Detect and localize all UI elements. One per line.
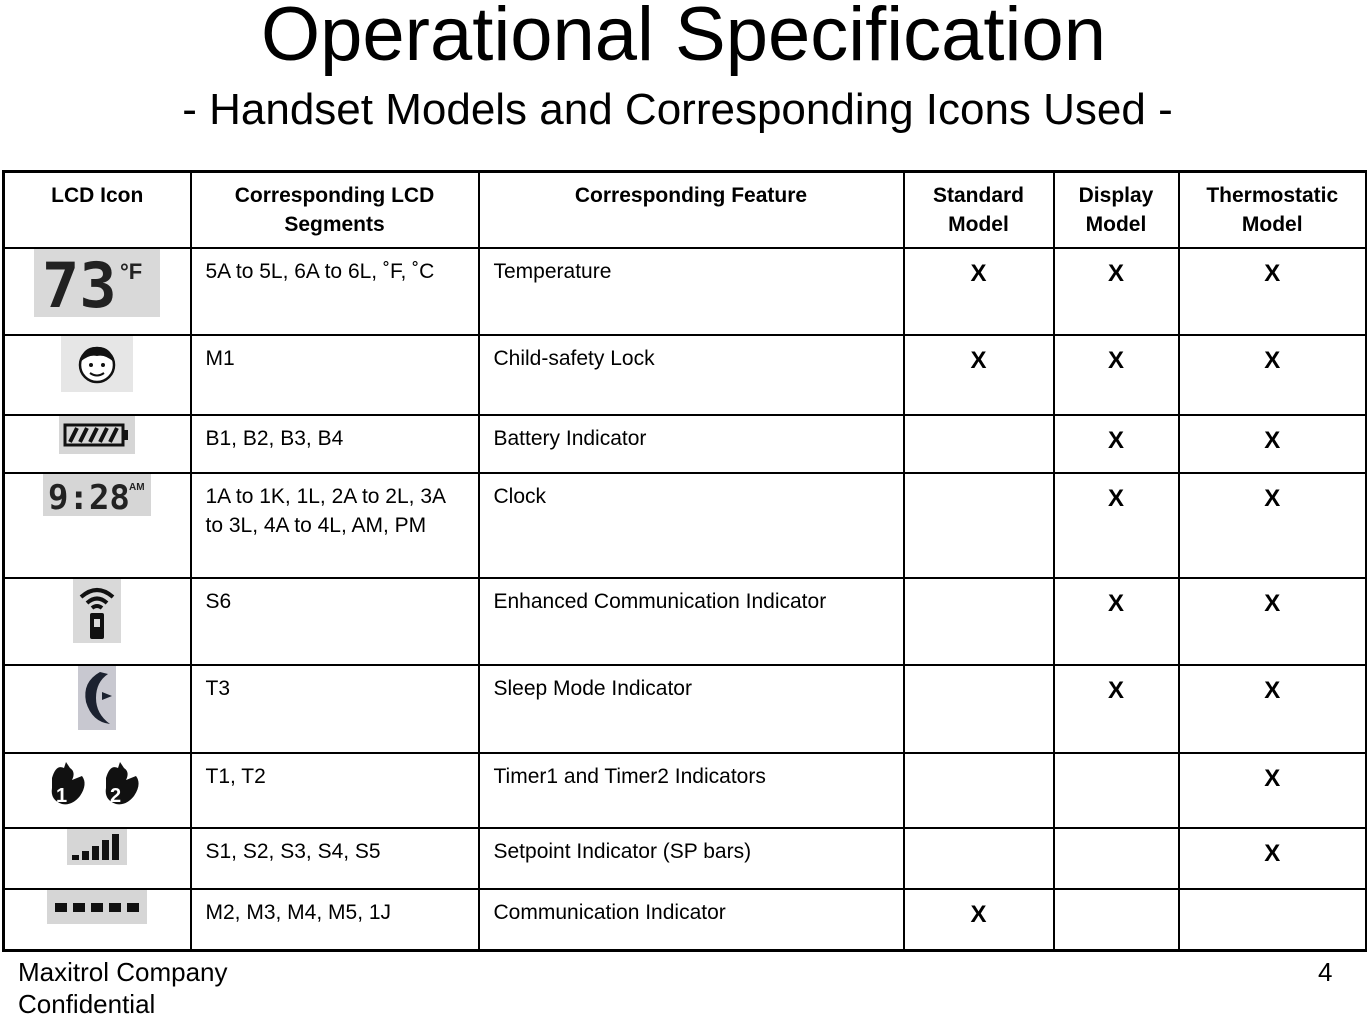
table-row [4,335,1367,415]
wireless-signal-icon [73,579,121,643]
table-row [4,248,1367,335]
row-segments: S1, S2, S3, S4, S5 [191,828,479,889]
page-title: Operational Specification [261,0,1106,77]
page-number: 4 [1318,957,1333,987]
row-segments: M1 [191,335,479,415]
svg-text:1: 1 [56,784,68,807]
row-icon-cell [4,473,191,578]
row-display: X [1054,665,1179,753]
row-feature: Communication Indicator [479,889,904,951]
child-face-icon [61,336,133,392]
row-segments: 1A to 1K, 1L, 2A to 2L, 3A to 3L, 4A to 4L, AM, PM [191,473,479,578]
row-icon-cell [4,828,191,889]
row-icon-cell [4,753,191,828]
svg-text:73: 73 [42,248,117,317]
temperature-73f-icon [34,249,160,317]
row-segments: T1, T2 [191,753,479,828]
row-icon-cell [4,335,191,415]
rooster-timer-icon [42,754,152,812]
communication-dots-icon [47,890,147,924]
row-thermostatic: X [1179,335,1367,415]
header-feature: Corresponding Feature [479,172,904,248]
row-thermostatic: X [1179,415,1367,473]
row-standard: X [904,335,1054,415]
row-segments: B1, B2, B3, B4 [191,415,479,473]
row-display: X [1054,335,1179,415]
row-feature: Sleep Mode Indicator [479,665,904,753]
header-segments: Corresponding LCD Segments [191,172,479,248]
page-subtitle: - Handset Models and Corresponding Icons Used - [182,85,1173,134]
row-thermostatic: X [1179,828,1367,889]
row-feature: Setpoint Indicator (SP bars) [479,828,904,889]
row-display: X [1054,248,1179,335]
table-row [4,578,1367,665]
row-feature: Child-safety Lock [479,335,904,415]
spec-table [2,170,1367,952]
row-feature: Clock [479,473,904,578]
header-standard: Standard Model [904,172,1054,248]
row-standard [904,665,1054,753]
row-segments: M2, M3, M4, M5, 1J [191,889,479,951]
row-standard [904,753,1054,828]
svg-text:2: 2 [110,784,122,807]
footer-company-block [18,956,228,1020]
table-row [4,473,1367,578]
row-thermostatic: X [1179,665,1367,753]
row-segments: 5A to 5L, 6A to 6L, ˚F, ˚C [191,248,479,335]
row-segments: S6 [191,578,479,665]
row-standard: X [904,248,1054,335]
row-thermostatic [1179,889,1367,951]
row-standard [904,473,1054,578]
table-row [4,828,1367,889]
row-display [1054,828,1179,889]
row-segments: T3 [191,665,479,753]
table-header-row [4,172,1367,248]
row-icon-cell [4,415,191,473]
row-display: X [1054,415,1179,473]
clock-928am-icon [43,474,151,516]
row-thermostatic: X [1179,248,1367,335]
setpoint-bars-icon [67,829,127,865]
row-feature: Enhanced Communication Indicator [479,578,904,665]
table-row [4,415,1367,473]
row-icon-cell [4,665,191,753]
table-row [4,665,1367,753]
battery-icon [59,416,135,454]
row-display: X [1054,578,1179,665]
row-thermostatic: X [1179,578,1367,665]
row-standard: X [904,889,1054,951]
table-row [4,889,1367,951]
row-display [1054,753,1179,828]
header-thermostatic: Thermostatic Model [1179,172,1367,248]
table-row [4,753,1367,828]
footer-confidential: Confidential [18,989,156,1019]
row-thermostatic: X [1179,473,1367,578]
row-standard [904,415,1054,473]
row-display: X [1054,473,1179,578]
svg-text:AM: AM [129,481,145,493]
row-icon-cell [4,889,191,951]
row-icon-cell [4,578,191,665]
row-feature: Timer1 and Timer2 Indicators [479,753,904,828]
svg-text:°F: °F [120,258,143,284]
header-display: Display Model [1054,172,1179,248]
row-feature: Temperature [479,248,904,335]
svg-text:9:28: 9:28 [48,477,131,516]
row-standard [904,578,1054,665]
footer-company: Maxitrol Company [18,957,228,987]
header-lcd-icon: LCD Icon [4,172,191,248]
row-standard [904,828,1054,889]
row-icon-cell [4,248,191,335]
row-feature: Battery Indicator [479,415,904,473]
row-thermostatic: X [1179,753,1367,828]
row-display [1054,889,1179,951]
moon-sleep-icon [78,666,116,730]
